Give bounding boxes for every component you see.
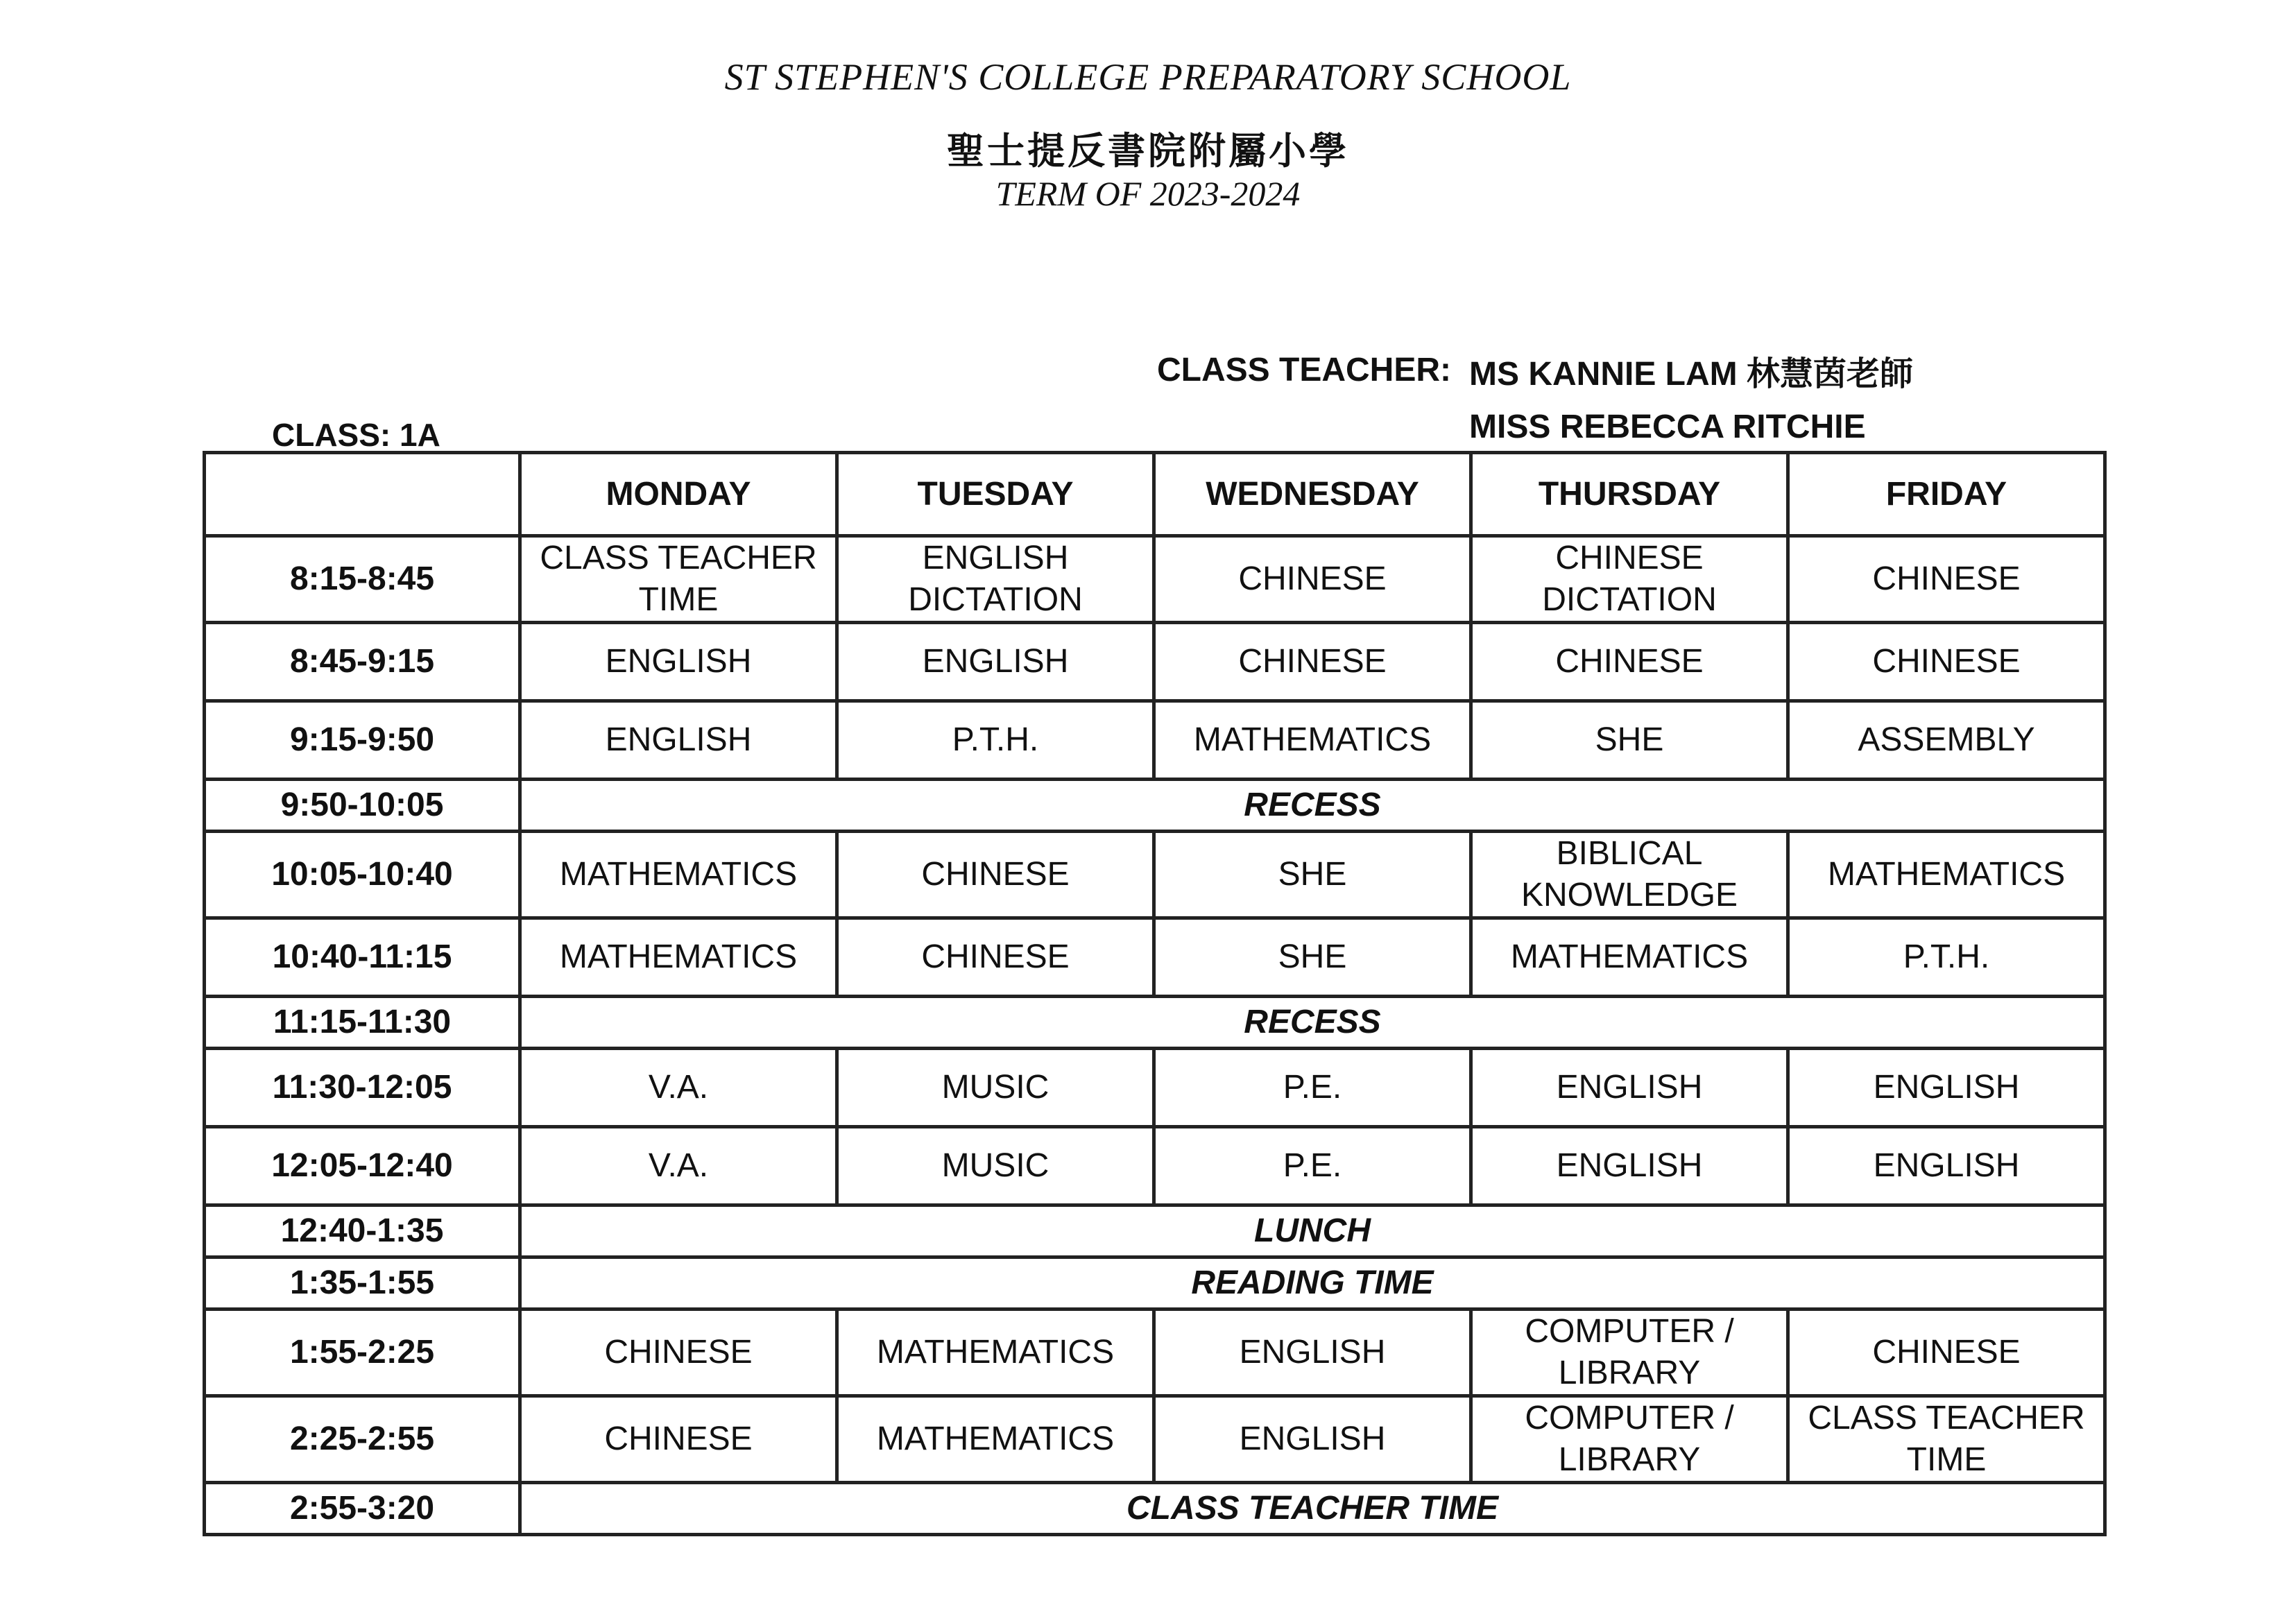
subject-cell: MATHEMATICS [837,1309,1154,1396]
break-row [205,1483,2105,1535]
time-slot: 2:25-2:55 [205,1396,520,1483]
subject-cell: SHE [1471,701,1788,780]
school-name: ST STEPHEN'S COLLEGE PREPARATORY SCHOOL [724,56,1572,98]
subject-cell: MATHEMATICS [1471,918,1788,997]
time-slot: 9:15-9:50 [205,701,520,780]
day-header: FRIDAY [1788,453,2105,536]
timetable-row [205,832,2105,918]
break-row [205,1205,2105,1257]
break-label: READING TIME [520,1257,2105,1309]
timetable-row [205,536,2105,623]
timetable-header-row [205,453,2105,536]
subject-cell: ENGLISH [1154,1309,1471,1396]
subject-cell: ENGLISH [1471,1049,1788,1127]
timetable-row [205,1049,2105,1127]
subject-cell: ENGLISH [1788,1127,2105,1205]
class-teacher-label: CLASS TEACHER: [1157,352,1452,388]
subject-cell: CHINESE [837,918,1154,997]
subject-cell: MATHEMATICS [1154,701,1471,780]
school-name-chinese: 聖士提反書院附屬小學 [947,128,1349,173]
subject-cell: ENGLISH DICTATION [837,536,1154,623]
break-label: LUNCH [520,1205,2105,1257]
subject-cell: CHINESE [520,1309,837,1396]
break-row [205,780,2105,832]
subject-cell: CHINESE [837,832,1154,918]
day-header: THURSDAY [1471,453,1788,536]
time-slot: 1:35-1:55 [205,1257,520,1309]
day-header: WEDNESDAY [1154,453,1471,536]
time-slot: 11:30-12:05 [205,1049,520,1127]
subject-cell: CHINESE [520,1396,837,1483]
break-label: RECESS [520,997,2105,1049]
subject-cell: CHINESE [1154,536,1471,623]
subject-cell: MUSIC [837,1127,1154,1205]
subject-cell: COMPUTER / LIBRARY [1471,1396,1788,1483]
subject-cell: ENGLISH [1154,1396,1471,1483]
subject-cell: CHINESE [1154,623,1471,701]
day-header: TUESDAY [837,453,1154,536]
subject-cell: MATHEMATICS [1788,832,2105,918]
subject-cell: COMPUTER / LIBRARY [1471,1309,1788,1396]
term-title: TERM OF 2023-2024 [995,174,1301,213]
break-row [205,997,2105,1049]
subject-cell: CHINESE [1788,536,2105,623]
class-teacher-name-2: MISS REBECCA RITCHIE [1469,409,1866,445]
timetable-row [205,1396,2105,1483]
time-slot: 2:55-3:20 [205,1483,520,1535]
time-slot: 10:05-10:40 [205,832,520,918]
time-slot: 8:15-8:45 [205,536,520,623]
subject-cell: V.A. [520,1127,837,1205]
time-slot: 12:40-1:35 [205,1205,520,1257]
day-header: MONDAY [520,453,837,536]
subject-cell: MATHEMATICS [837,1396,1154,1483]
subject-cell: SHE [1154,918,1471,997]
subject-cell: CHINESE DICTATION [1471,536,1788,623]
subject-cell: CHINESE [1471,623,1788,701]
timetable-row [205,918,2105,997]
subject-cell: BIBLICAL KNOWLEDGE [1471,832,1788,918]
timetable [203,451,2107,1536]
subject-cell: ENGLISH [520,623,837,701]
class-teacher-name-1: MS KANNIE LAM 林慧茵老師 [1469,356,1913,393]
time-slot: 10:40-11:15 [205,918,520,997]
break-label: CLASS TEACHER TIME [520,1483,2105,1535]
subject-cell: P.E. [1154,1127,1471,1205]
subject-cell: ENGLISH [520,701,837,780]
subject-cell: MATHEMATICS [520,832,837,918]
timetable-row [205,1127,2105,1205]
class-label: CLASS: 1A [272,417,440,453]
break-label: RECESS [520,780,2105,832]
subject-cell: P.T.H. [837,701,1154,780]
time-slot: 8:45-9:15 [205,623,520,701]
time-slot: 11:15-11:30 [205,997,520,1049]
subject-cell: MUSIC [837,1049,1154,1127]
time-slot: 1:55-2:25 [205,1309,520,1396]
time-slot: 12:05-12:40 [205,1127,520,1205]
timetable-row [205,701,2105,780]
corner-cell [205,453,520,536]
subject-cell: ASSEMBLY [1788,701,2105,780]
subject-cell: SHE [1154,832,1471,918]
subject-cell: CLASS TEACHER TIME [1788,1396,2105,1483]
subject-cell: P.T.H. [1788,918,2105,997]
subject-cell: CHINESE [1788,623,2105,701]
subject-cell: P.E. [1154,1049,1471,1127]
subject-cell: MATHEMATICS [520,918,837,997]
subject-cell: ENGLISH [1788,1049,2105,1127]
timetable-row [205,623,2105,701]
timetable-row [205,1309,2105,1396]
subject-cell: V.A. [520,1049,837,1127]
subject-cell: ENGLISH [1471,1127,1788,1205]
time-slot: 9:50-10:05 [205,780,520,832]
break-row [205,1257,2105,1309]
subject-cell: CHINESE [1788,1309,2105,1396]
subject-cell: ENGLISH [837,623,1154,701]
subject-cell: CLASS TEACHER TIME [520,536,837,623]
